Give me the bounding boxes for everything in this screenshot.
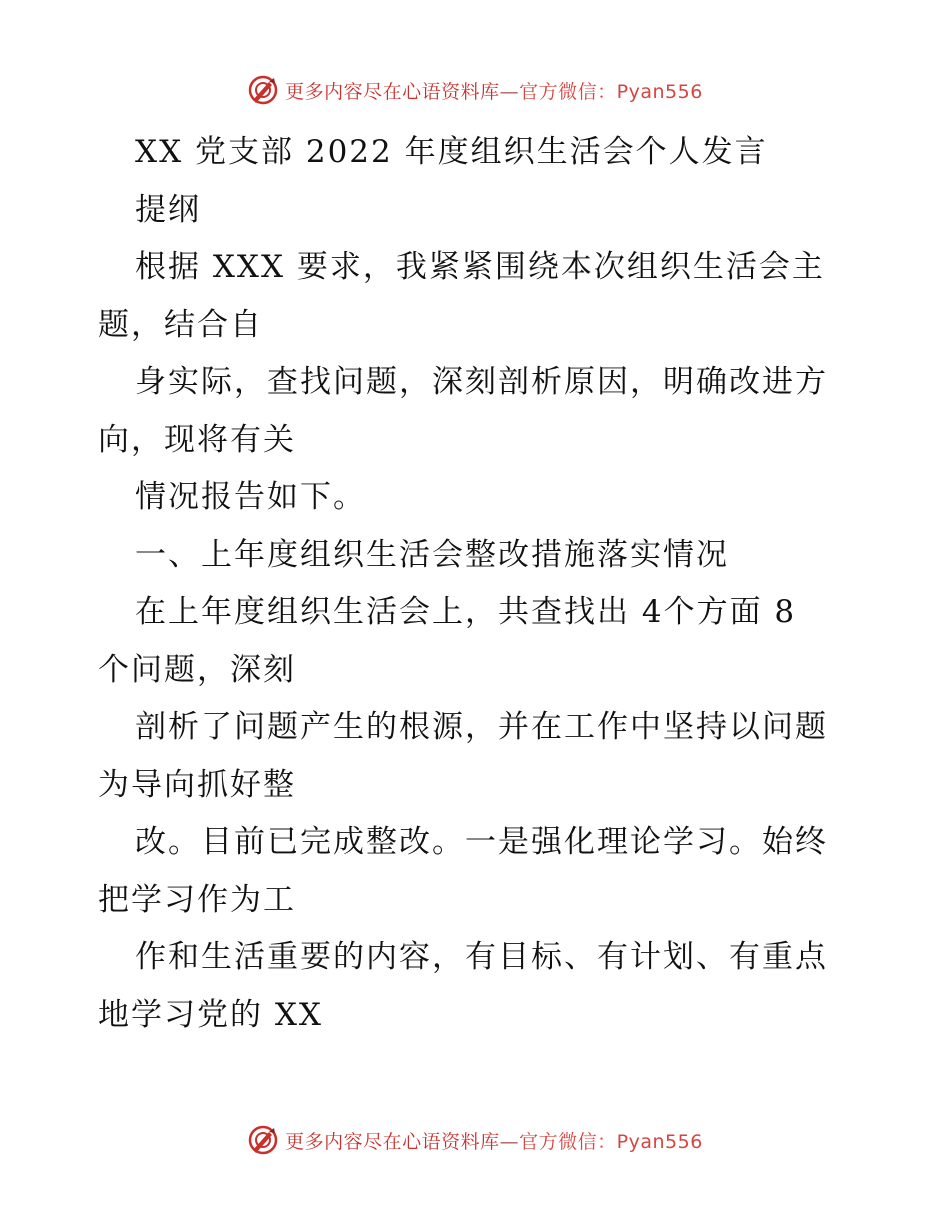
watermark-text <box>285 77 703 104</box>
paragraph-line: 剖析了问题产生的根源，并在工作中坚持以问题 <box>135 709 828 745</box>
paragraph-line: 身实际，查找问题，深刻剖析原因，明确改进方 <box>135 364 828 400</box>
paragraph-line: 个问题，深刻 <box>98 651 296 688</box>
watermark-separator: — <box>499 1130 520 1153</box>
paragraph-line: 题，结合自 <box>98 306 263 343</box>
paragraph-line: 改。目前已完成整改。一是强化理论学习。始终 <box>135 824 828 860</box>
paragraph-line: 向，现将有关 <box>98 421 296 458</box>
paragraph-line: 作和生活重要的内容，有目标、有计划、有重点 <box>135 939 828 975</box>
paragraph-line: 把学习作为工 <box>98 881 296 918</box>
document-title-line-1: XX 党支部 2022 年度组织生活会个人发言 <box>135 134 768 170</box>
paragraph-line: 根据 XXX 要求，我紧紧围绕本次组织生活会主 <box>135 249 825 285</box>
section-heading: 一、上年度组织生活会整改措施落实情况 <box>135 536 729 573</box>
watermark-separator: — <box>499 80 520 103</box>
watermark-site: 更多内容尽在心语资料库 <box>285 1130 500 1153</box>
watermark-text <box>285 1127 703 1154</box>
document-body <box>98 124 858 1044</box>
document-title-line-2: 提纲 <box>135 191 201 228</box>
paragraph-line: 为导向抓好整 <box>98 766 296 803</box>
paragraph-line: 情况报告如下。 <box>135 479 366 515</box>
watermark-logo-icon <box>247 74 279 106</box>
paragraph-line: 地学习党的 XX <box>98 996 323 1033</box>
paragraph-line: 在上年度组织生活会上，共查找出 4个方面 8 <box>135 594 797 630</box>
header-watermark <box>0 70 950 110</box>
watermark-site: 更多内容尽在心语资料库 <box>285 80 500 103</box>
watermark-wechat: 官方微信：Pyan556 <box>519 1130 703 1153</box>
watermark-wechat: 官方微信：Pyan556 <box>519 80 703 103</box>
footer-watermark <box>0 1120 950 1160</box>
watermark-logo-icon <box>247 1124 279 1156</box>
